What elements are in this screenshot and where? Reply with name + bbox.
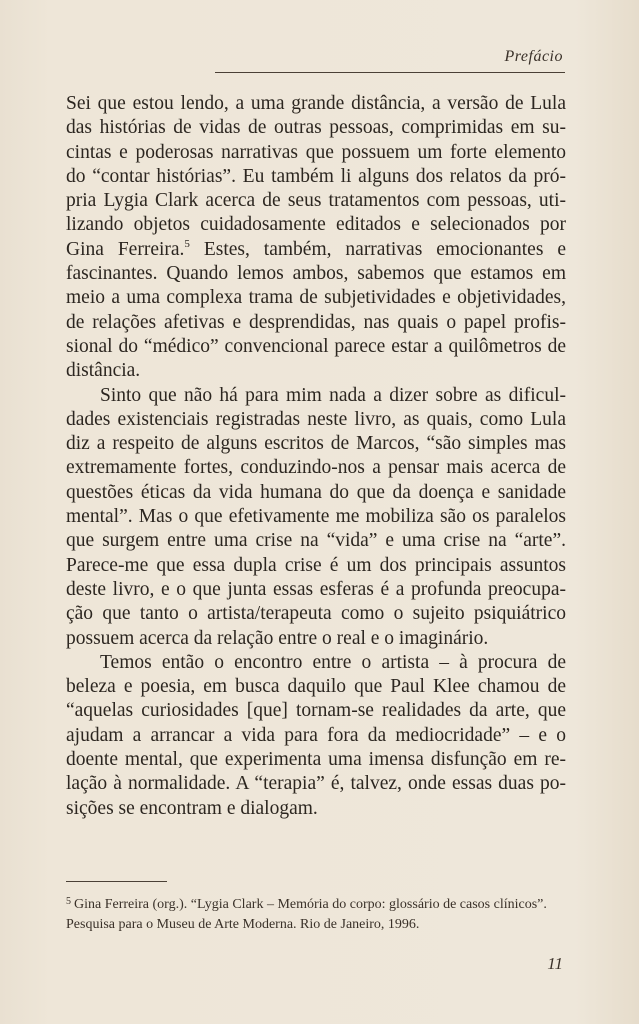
- paragraph-2: Sinto que não há para mim nada a dizer sobre as dificuldades existenciais registradas neste livro, as quais, como Lula diz a respeito de alguns escritos de Marcos, “são simples mas extremamente fortes, conduzindo-nos a pensar mais acerca de questões éticas da vida humana do que da doença e sanidade mental”. Mas o que efetivamente me mobiliza são os paralelos que surgem entre uma crise na “vida” e uma crise na “arte”. Parece-me que essa dupla crise é um dos principais assuntos deste livro, e o que junta essas esferas é a profunda preocupação que tanto o artista/terapeuta como o sujeito psiquiátrico possuem acerca da relação entre o real e o imaginário.: [66, 384, 566, 649]
- running-header: [215, 46, 565, 73]
- footnote-number: 5: [66, 896, 71, 907]
- paragraph-1-part-b: Estes, também, narrativas emocionantes e fascinantes. Quando lemos ambos, sabemos que estamos em meio a uma complexa trama de subjetividades e objetividades, de relações afetivas e desprendidas, nas quais o papel profissional do “médico” convencional parece estar a quilômetros de distância.: [66, 238, 566, 382]
- footnote-divider: [66, 881, 167, 882]
- page-number: 11: [547, 954, 563, 973]
- footnote-text: Gina Ferreira (org.). “Lygia Clark – Memória do corpo: glossário de casos clínicos”. Pesquisa para o Museu de Arte Moderna. Rio de Janeiro, 1996.: [66, 897, 547, 932]
- footnote-reference[interactable]: 5: [184, 237, 190, 250]
- section-title: Prefácio: [504, 48, 563, 65]
- paragraph-3: Temos então o encontro entre o artista – à procura de beleza e poesia, em busca daquilo que Paul Klee chamou de “aquelas curiosidades [que] tornam-se realidades da arte, que ajudam a arrancar a vida para fora da mediocridade” – e o doente mental, que experimenta uma imensa disfunção em relação à normalidade. A “terapia” é, talvez, onde essas duas posições se encontram e dialogam.: [66, 651, 566, 819]
- paragraph-1: [66, 92, 566, 384]
- body-text: [66, 92, 566, 821]
- footnote: [66, 892, 566, 935]
- paragraph-1-part-a: Sei que estou lendo, a uma grande distância, a versão de Lula das histórias de vidas de outras pessoas, comprimidas em sucintas e poderosas narrativas que possuem um forte elemento do “contar histórias”. Eu também li alguns dos relatos da própria Lygia Clark acerca de seus tratamentos com pessoas, utilizando objetos cuidadosamente editados e selecionados por Gina Ferreira.: [66, 93, 566, 260]
